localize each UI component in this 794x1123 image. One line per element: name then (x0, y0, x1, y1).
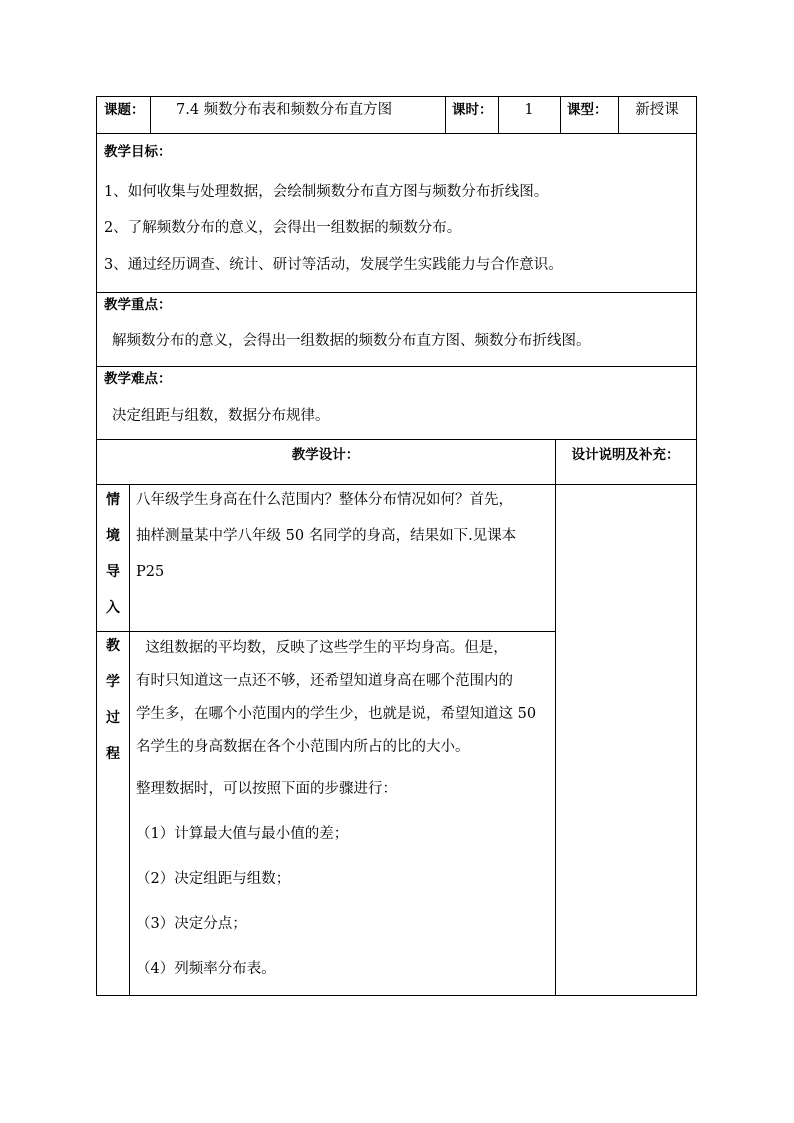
period-value: 1 (524, 102, 534, 118)
paragraph-line: 学生多，在哪个小范围内的学生少，也就是说，希望知道这 50 (136, 706, 537, 722)
difficulties-title: 教学难点： (104, 371, 172, 387)
row-divider (96, 439, 697, 440)
paragraph-line: （2）决定组距与组数； (136, 871, 291, 887)
paragraph-line: 名学生的身高数据在各个小范围内所占的比的大小。 (136, 739, 470, 755)
topic-value: 7.4 频数分布表和频数分布直方图 (176, 102, 393, 118)
col-divider (129, 484, 130, 996)
paragraph-line: 八年级学生身高在什么范围内？整体分布情况如何？首先， (136, 492, 513, 508)
section-label-char: 导 (106, 564, 120, 580)
table-border-left (96, 96, 97, 996)
objective-item: 2、了解频数分布的意义，会得出一组数据的频数分布。 (104, 220, 462, 236)
section-label-char: 情 (106, 492, 120, 508)
paragraph-line: （3）决定分点； (136, 916, 247, 932)
section-label-char: 教 (106, 638, 120, 654)
period-label: 课时： (452, 102, 493, 118)
section-label-char: 程 (106, 746, 120, 762)
objective-item: 1、如何收集与处理数据，会绘制频数分布直方图与频数分布折线图。 (104, 184, 549, 200)
section-label-char: 学 (106, 674, 120, 690)
row-divider (96, 366, 697, 367)
paragraph-line: 这组数据的平均数，反映了这些学生的平均身高。但是， (136, 640, 508, 656)
section-label-scenario (98, 482, 128, 626)
type-value: 新授课 (635, 102, 679, 118)
col-divider (560, 96, 561, 133)
design-header: 教学设计： (291, 447, 360, 463)
row-divider (96, 133, 697, 134)
section-label-process (98, 628, 128, 772)
notes-header: 设计说明及补充： (571, 447, 680, 463)
paragraph-line: （1）计算最大值与最小值的差； (136, 826, 349, 842)
topic-label: 课题： (104, 102, 145, 118)
paragraph-line: 整理数据时，可以按照下面的步骤进行： (136, 781, 397, 797)
difficulties-text: 决定组距与组数，数据分布规律。 (112, 408, 330, 424)
row-divider (96, 292, 697, 293)
col-divider (445, 96, 446, 133)
key-points-title: 教学重点： (104, 297, 172, 313)
process-text (136, 632, 552, 986)
paragraph-line: P25 (136, 564, 165, 580)
paragraph-line: （4）列频率分布表。 (136, 961, 276, 977)
col-divider (555, 439, 556, 996)
objectives-title: 教学目标： (104, 144, 172, 160)
objective-item: 3、通过经历调查、统计、研讨等活动，发展学生实践能力与合作意识。 (104, 257, 563, 273)
col-divider (150, 96, 151, 133)
paragraph-line: 有时只知道这一点还不够，还希望知道身高在哪个范围内的 (136, 673, 513, 689)
table-border-bottom (96, 995, 697, 996)
scenario-text (136, 482, 552, 590)
section-label-char: 境 (106, 528, 120, 544)
table-border-top (96, 96, 697, 97)
table-border-right (696, 96, 697, 996)
section-label-char: 入 (106, 600, 120, 616)
section-label-char: 过 (106, 710, 120, 726)
type-label: 课型： (567, 102, 608, 118)
key-points-text: 解频数分布的意义，会得出一组数据的频数分布直方图、频数分布折线图。 (112, 333, 591, 349)
paragraph-line: 抽样测量某中学八年级 50 名同学的身高，结果如下.见课本 (136, 528, 517, 544)
